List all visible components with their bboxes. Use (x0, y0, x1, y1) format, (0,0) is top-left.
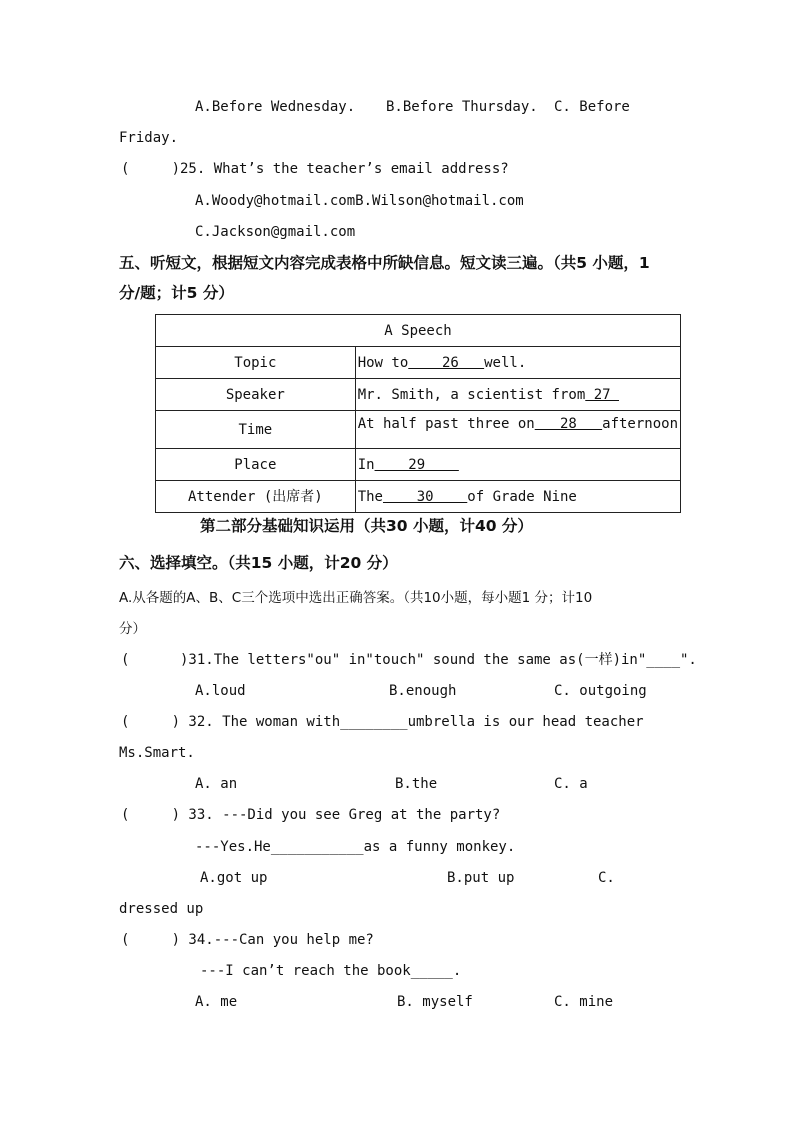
q24-option-c-continued: Friday. (119, 130, 179, 146)
table-row (156, 481, 681, 513)
q34-option-a: A. me (195, 994, 238, 1010)
blank-30[interactable]: 30 (382, 488, 468, 505)
section6-title: 六、选择填空。（共15 小题，计20 分） (119, 554, 398, 572)
q33-option-b: B.put up (447, 870, 515, 886)
section6-instructions-line1: A.从各题的A、B、C三个选项中选出正确答案。（共10小题，每小题1 分；计10 (119, 590, 593, 606)
table-row (156, 449, 681, 481)
q34-option-c: C. mine (554, 994, 614, 1010)
q31-stem: ( )31.The letters"ou" in"touch" sound the same as(一样)in"____". (121, 652, 697, 668)
q24-option-b: B.Before Thursday. (386, 99, 538, 115)
q24-option-a: A.Before Wednesday. (195, 99, 356, 115)
q34-reply: ---I can’t reach the book_____. (200, 963, 462, 979)
blank-29[interactable]: 29 (374, 456, 459, 473)
row-key-time: Time (156, 411, 356, 449)
row-value-topic: How to 26 well. (355, 347, 680, 379)
q25-option-c: C.Jackson@gmail.com (195, 224, 356, 240)
q33-stem: ( ) 33. ---Did you see Greg at the party? (121, 807, 501, 823)
q33-option-c-continued: dressed up (119, 901, 204, 917)
q32-option-a: A. an (195, 776, 238, 792)
q32-stem-continued: Ms.Smart. (119, 745, 195, 761)
q25-options-ab: A.Woody@hotmail.comB.Wilson@hotmail.com (195, 193, 524, 209)
q25-answer-paren: ( ) (121, 161, 181, 177)
q34-option-b: B. myself (397, 994, 473, 1010)
row-value-attender: The 30 of Grade Nine (355, 481, 680, 513)
table-row (156, 379, 681, 411)
q32-option-c: C. a (554, 776, 588, 792)
speech-table (155, 314, 681, 513)
q32-stem: ( ) 32. The woman with________umbrella is our head teacher (121, 714, 644, 730)
row-key-attender: Attender (出席者) (156, 481, 356, 513)
table-row (156, 347, 681, 379)
q31-option-a: A.loud (195, 683, 246, 699)
speech-table-title: A Speech (156, 315, 681, 347)
q33-option-c: C. (598, 870, 615, 886)
blank-27[interactable]: 27 (585, 386, 619, 403)
row-value-time: At half past three on 28 afternoon (355, 411, 680, 449)
row-key-speaker: Speaker (156, 379, 356, 411)
q34-stem: ( ) 34.---Can you help me? (121, 932, 374, 948)
q31-option-b: B.enough (389, 683, 457, 699)
table-row (156, 411, 681, 449)
row-key-place: Place (156, 449, 356, 481)
section5-title-line2: 分/题；计5 分） (119, 284, 234, 302)
q32-option-b: B.the (395, 776, 438, 792)
q24-option-c: C. Before (554, 99, 630, 115)
q31-option-c: C. outgoing (554, 683, 647, 699)
q33-reply: ---Yes.He___________as a funny monkey. (195, 839, 516, 855)
row-value-place: In 29 (355, 449, 680, 481)
section6-instructions-line2: 分） (119, 621, 146, 637)
q25-stem: 25. What’s the teacher’s email address? (180, 161, 509, 177)
blank-28[interactable]: 28 (534, 416, 603, 432)
part2-title: 第二部分基础知识运用（共30 小题，计40 分） (200, 517, 533, 535)
section5-title-line1: 五、听短文，根据短文内容完成表格中所缺信息。短文读三遍。（共5 小题，1 (119, 254, 650, 272)
row-value-speaker: Mr. Smith, a scientist from 27 (355, 379, 680, 411)
row-key-topic: Topic (156, 347, 356, 379)
q33-option-a: A.got up (200, 870, 268, 886)
blank-26[interactable]: 26 (408, 354, 485, 371)
